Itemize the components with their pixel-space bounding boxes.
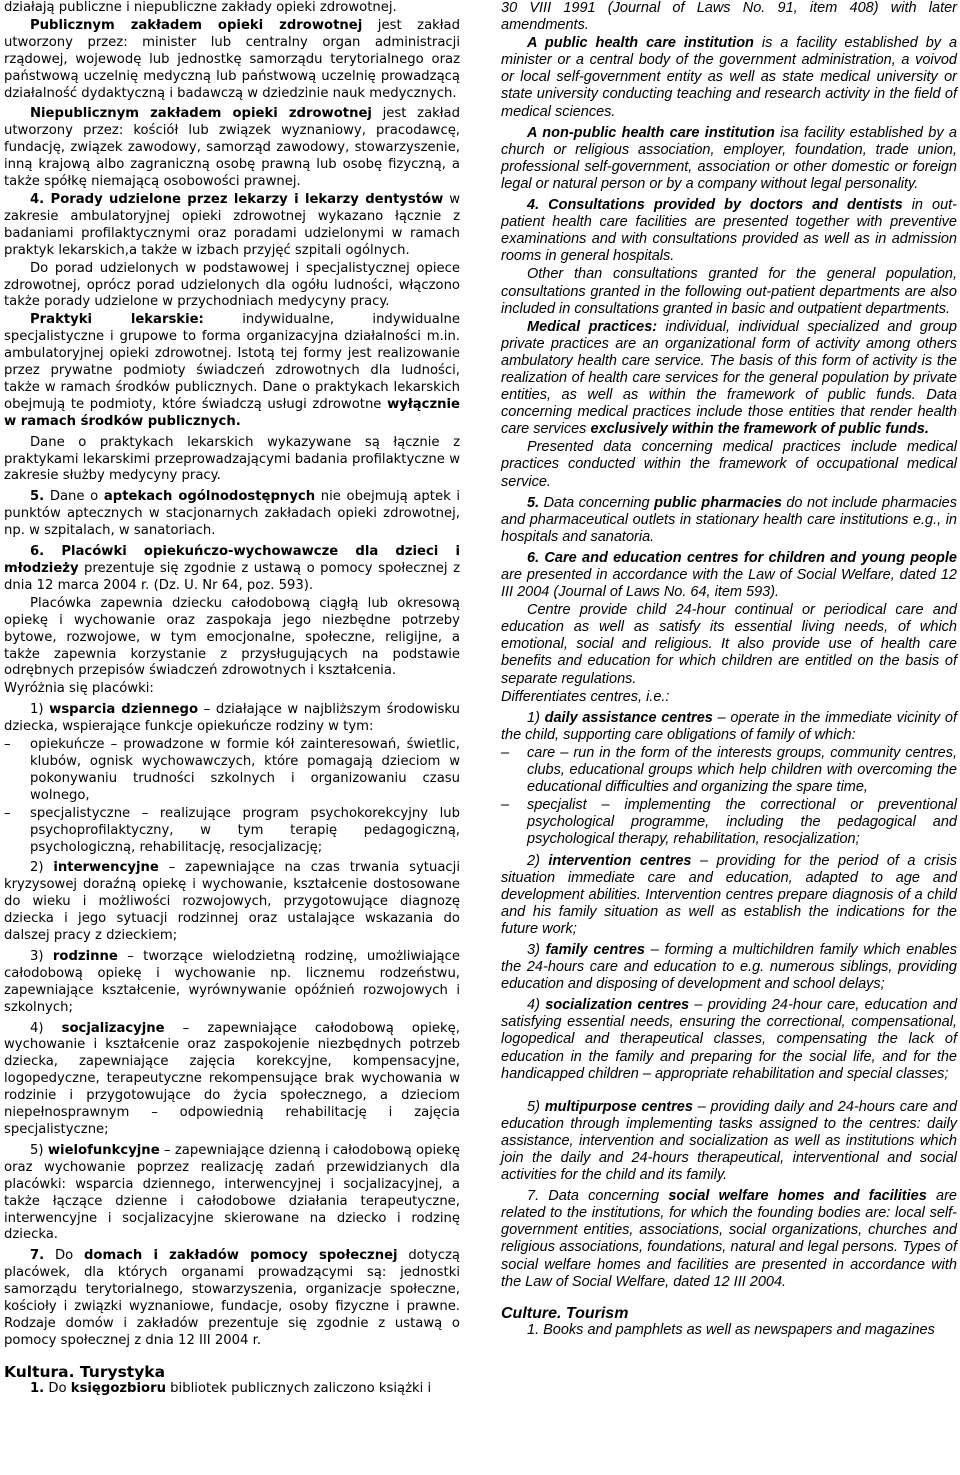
- number: 4): [30, 1020, 62, 1036]
- section-6-paragraph-2: Placówka zapewnia dziecku całodobową ciągłą lub okresową opiekę i wychowanie oraz zaspokaja jego niezbędne potrzeby bytowe, rozwojowe, w tym emocjonalne, społeczne, religijne, a także zapewnia korzystanie z przysługujących na podstawie odrębnych przepisów świadczeń zdrowotnych i kształcenia.: [4, 595, 460, 679]
- lead: 6. Care and education centres for children and young people: [527, 549, 957, 566]
- centre-type-1-sub-2: [501, 797, 957, 848]
- section-6: [4, 544, 460, 595]
- intro-line: 30 VIII 1991 (Journal of Laws No. 91, item 408) with later amendments.: [501, 0, 957, 34]
- term: family centres: [545, 941, 645, 958]
- body: specjalist – implementing the correctional or preventional psychological programme, including the pedagogical and psychological therapy, rehabilitation, resocjalization;: [527, 797, 957, 848]
- section-4: [4, 192, 460, 260]
- term: Niepublicznym zakładem opieki zdrowotnej: [30, 106, 372, 122]
- medical-practices: [501, 319, 957, 439]
- body: – providing daily and 24-hours care and education through implementing tasks assigned to the centres: daily assistance, intervention and socialization as well as institutions which join the daily and 24-hours therapeutical, interventional and social activities for the child and its family.: [501, 1098, 958, 1184]
- number: 5.: [30, 489, 45, 505]
- section-6-distinguish: Wyróżnia się placówki:: [4, 681, 154, 697]
- term: rodzinne: [52, 948, 118, 964]
- body: care – run in the form of the interests groups, community centres, clubs, educational groups which help children with overcoming the educational difficulties and organizing the spare time,: [527, 744, 957, 796]
- term: interwencyjne: [53, 860, 159, 876]
- body: do not include pharmacies and pharmaceutical outlets in stationary health care institutions e.g., in hospitals and sanatoria.: [501, 494, 957, 545]
- number: 2): [30, 860, 54, 876]
- term: socialization centres: [545, 997, 690, 1014]
- nonpublic-definition: [501, 125, 957, 193]
- number: 5.: [527, 494, 540, 511]
- number: 1): [30, 702, 50, 718]
- bold-end: exclusively within the framework of public funds.: [590, 421, 929, 438]
- term: Medical practices:: [527, 318, 658, 335]
- polish-column: [4, 0, 460, 1399]
- centre-type-1: [4, 702, 460, 736]
- term: intervention centres: [548, 852, 692, 869]
- intro-line: działają publiczne i niepubliczne zakłady opieki zdrowotnej.: [4, 0, 397, 15]
- nonpublic-definition: [4, 106, 460, 191]
- body: – tworzące wielodzietną rodzinę, umożliwiające całodobową opiekę i wychowanie np. licznemu rodzeństwu, zapewniające kształcenie, wyrównywanie opóźnień rozwojowych i szkolnych;: [4, 948, 461, 1015]
- dash-marker: –: [4, 737, 11, 753]
- body: indywidualne, indywidualne specjalistyczne i grupowe to forma organizacyjna działalności m.in. ambulatoryjnej opieki zdrowotnej. Istotą tej formy jest realizowanie przez prywatne podmioty świadczeń zdrowotnych dla ludności, także w ramach środków publicznych. Dane o praktykach lekarskich obejmują te podmioty, które świadczą usługi zdrowotne: [4, 312, 460, 412]
- body: prezentuje się zgodnie z ustawą o pomocy społecznej z dnia 12 marca 2004 r. (Dz. U. Nr 64, poz. 593).: [4, 561, 460, 593]
- section-4-paragraph-2: Other than consultations granted for the general population, consultations granted in the following out-patient departments are also included in consultations granted in basic and outpatient departments.: [501, 266, 957, 317]
- term: public pharmacies: [654, 494, 782, 511]
- connector: Do: [44, 1380, 71, 1396]
- term: multipurpose centres: [544, 1098, 693, 1115]
- body: – forming a multichildren family which enables the 24-hours care and education to e.g. numerous siblings, providing education and disposing of development and school delays;: [501, 941, 957, 993]
- section-4-paragraph-2: Do porad udzielonych w podstawowej i specjalistycznej opiece zdrowotnej, oprócz porad udzielonych dla ogółu ludności, włączono także porady udzielone w przychodniach medycyny pracy.: [4, 260, 460, 310]
- body: jest zakład utworzony przez: minister lub centralny organ administracji rządowej, wojewodę lub jednostkę samorządu terytorialnego oraz państwową uczelnię medyczną lub państwową uczelnię prowadzącą działalność dydaktyczną i badawczą w dziedzinie nauk medycznych.: [4, 17, 461, 101]
- medical-practices-paragraph-2: Presented data concerning medical practices include medical practices conducted within the framework of occupational medical service.: [501, 439, 957, 490]
- centre-type-2: [501, 853, 957, 938]
- number: 1): [527, 709, 545, 726]
- number: 4): [527, 997, 546, 1014]
- connector: Data concerning: [539, 494, 655, 511]
- public-definition: [501, 35, 957, 120]
- medical-practices: [4, 312, 460, 430]
- term: aptekach ogólnodostępnych: [103, 489, 316, 505]
- body: individual, individual specialized and group private practices are an organizational form of activity among others ambulatory health care service. The basis of this form of activity is the realization of health care services for the general population by private entities, as well as within the framework of public funds. Data concerning medical practices include those entities that render health care services: [501, 318, 957, 438]
- culture-paragraph-1: [4, 1381, 460, 1398]
- number: 5): [30, 1142, 48, 1158]
- term: daily assistance centres: [544, 709, 713, 726]
- lead: 4. Consultations provided by doctors and dentists: [527, 197, 903, 214]
- body: specjalistyczne – realizujące program psychokorekcyjny lub psychoprofilaktyczny, w tym terapię pedagogiczną, psychologiczną, rehabilitację, resocjalizację;: [30, 805, 460, 855]
- number: 1.: [30, 1380, 45, 1396]
- term: wsparcia dziennego: [49, 702, 199, 718]
- section-7: [501, 1188, 957, 1291]
- body: bibliotek publicznych zaliczono książki i: [165, 1380, 432, 1396]
- culture-heading: Culture. Tourism: [501, 1304, 629, 1322]
- dash-marker: –: [501, 744, 510, 761]
- term: księgozbioru: [70, 1380, 166, 1396]
- body: in out-patient health care facilities are presented together with preventive examinations and with consultations provided as well as in admission rooms in general hospitals.: [501, 197, 957, 265]
- body: isa facility established by a church or religious association, employer, foundation, trade union, professional self-government, association or other domestic or foreign legal or natural person or by a company without legal personality.: [501, 124, 957, 192]
- term: wielofunkcyjne: [47, 1142, 160, 1158]
- term: socjalizacyjne: [61, 1020, 165, 1036]
- medical-practices-paragraph-2: Dane o praktykach lekarskich wykazywane są łącznie z praktykami lekarskimi przeprowadzającymi badania profilaktyczne w zakresie służby medycyny pracy.: [4, 434, 460, 484]
- body: – operate in the immediate vicinity of the child, supporting care obligations of family of which:: [501, 709, 957, 743]
- body: are presented in accordance with the Law of Social Welfare, dated 12 III 2004 (Journal of Laws No. 64, item 593).: [501, 567, 957, 601]
- connector: Data concerning: [539, 1188, 669, 1205]
- term: A public health care institution: [527, 35, 754, 52]
- centre-type-1-sub-1: [501, 745, 957, 796]
- public-definition: [4, 18, 460, 103]
- term: A non-public health care institution: [527, 124, 775, 141]
- body: w zakresie ambulatoryjnej opieki zdrowotnej wykazano łącznie z badaniami profilaktycznymi oraz poradami udzielonymi w ramach praktyk lekarskich,a także w izbach przyjęć szpitali ogólnych.: [4, 191, 460, 258]
- body: – zapewniające dzienną i całodobową opiekę oraz wychowanie poprzez realizację zadań przewidzianych dla placówki: wsparcia dziennego, interwencyjnej i socjalizacyjnej, a także łączące dzienne i całodobowe działania terapeutyczne, interwencyjne i socjalizacyjne skierowane na dziecko i rodzinę dziecka.: [4, 1142, 461, 1243]
- number: 2): [527, 852, 549, 869]
- centre-type-4: [4, 1021, 460, 1139]
- term: domach i zakładów pomocy społecznej: [83, 1248, 398, 1264]
- number: 5): [527, 1098, 545, 1115]
- centre-type-4: [501, 997, 957, 1082]
- centre-type-2: [4, 860, 460, 945]
- body: opiekuńcze – prowadzone w formie kół zainteresowań, świetlic, klubów, ognisk wychowawczych, które pomagają dzieciom w pokonywaniu trudności szkolnych i organizowaniu czasu wolnego,: [30, 737, 460, 803]
- term: Praktyki lekarskie:: [30, 312, 204, 328]
- centre-type-3: [4, 949, 460, 1017]
- dash-marker: –: [4, 805, 11, 821]
- body: dotyczą placówek, dla których organami prowadzącymi są: jednostki samorządu terytorialnego, stowarzyszenia, organizacje społeczne, kościoły i związki wyznaniowe, fundacje, osoby fizyczne i prawne. Rodzaje domów i zakładów prezentuje się zgodnie z ustawą o pomocy społecznej z dnia 12 III 2004 r.: [4, 1248, 460, 1348]
- section-6-paragraph-2: Centre provide child 24-hour continual or periodical care and education as well as satisfy its essential living needs, of which emotional, social and religious. It also provide use of health care benefits and education for which children are entitled on the basis of separate regulations.: [501, 602, 957, 687]
- body: is a facility established by a minister or a central body of the government administration, a voivod or local self-government entity as well as state medical university or state university conducting teaching and research activity in the field of medical sciences.: [501, 35, 958, 120]
- culture-paragraph-1: [501, 1322, 957, 1339]
- section-4: [501, 197, 957, 265]
- centre-type-1-sub-1: [4, 737, 460, 805]
- section-6: [501, 550, 957, 601]
- body: Books and pamphlets as well as newspapers and magazines: [543, 1321, 935, 1338]
- centre-type-5: [501, 1099, 957, 1184]
- body: – działające w najbliższym środowisku dziecka, wspierające funkcje opiekuńcze rodziny w tym:: [4, 702, 460, 735]
- body: – providing for the period of a crisis situation immediate care and education, adapted to age and development abilities. Intervention centres prepare diagnosis of a child and his family situation as well as establish the indications for the future work;: [501, 852, 958, 937]
- english-column: [501, 0, 957, 1340]
- lead: 4. Porady udzielone przez lekarzy i lekarzy dentystów: [30, 191, 444, 207]
- body: – zapewniające na czas trwania sytuacji kryzysowej doraźną opiekę i wychowanie, kształcenie dostosowane do wieku i możliwości rozwojowych, przygotowujące diagnozę dziecka i jego sytuacji rodzinnej oraz ustalające wskazania do dalszej pracy z dzieckiem;: [4, 860, 460, 944]
- centre-type-5: [4, 1143, 460, 1244]
- centre-type-1-sub-2: [4, 806, 460, 857]
- culture-heading: Kultura. Turystyka: [4, 1362, 166, 1381]
- body: – providing 24-hour care, education and satisfying essential needs, ensuring the correctional, compensational, logopedical and therapeutical classes, compensating the lack of education in the family and preparing for the social life, and for the handicapped children – appropriate rehabilitation and special classes;: [501, 997, 958, 1082]
- section-7: [4, 1248, 460, 1349]
- body: nie obejmują aptek i punktów aptecznych w stacjonarnych zakładach opieki zdrowotnej, np. w szpitalach, w sanatoriach.: [4, 489, 461, 539]
- centre-type-3: [501, 942, 957, 993]
- number: 3): [527, 941, 546, 958]
- body: – zapewniające całodobową opiekę, wychowanie i kształcenie oraz zaspokojenie niezbędnych potrzeb dziecka, zapewniające zajęcia korekcyjne, kompensacyjne, logopedyczne, terapeutyczne rekompensujące brak wychowania w rodzinie i przygotowujące do życia społecznego, a dzieciom niepełnosprawnym – odpowiednią rehabilitację i zajęcia specjalistyczne;: [4, 1020, 460, 1137]
- number: 7.: [527, 1188, 540, 1205]
- connector: Dane o: [44, 489, 104, 505]
- number: 1.: [527, 1321, 540, 1338]
- connector: Do: [44, 1248, 84, 1264]
- term: social welfare homes and facilities: [668, 1188, 927, 1205]
- bold-end: wyłącznie w ramach środków publicznych.: [4, 396, 460, 429]
- centre-type-1: [501, 710, 957, 744]
- number: 7.: [30, 1248, 45, 1264]
- body: jest zakład utworzony przez: kościół lub związek wyznaniowy, pracodawcę, fundację, związek zawodowy, samorząd zawodowy, stowarzyszenie, inną krajową albo zagraniczną osobę prawną lub osobę fizyczną, a także spółkę niemającą osobowości prawnej.: [4, 106, 460, 190]
- section-5: [501, 495, 957, 546]
- lead: 6. Placówki opiekuńczo-wychowawcze dla dzieci i młodzieży: [4, 544, 460, 576]
- number: 3): [30, 948, 53, 964]
- section-6-distinguish: Differentiates centres, i.e.:: [501, 688, 670, 705]
- section-5: [4, 489, 460, 540]
- dash-marker: –: [501, 797, 510, 814]
- term: Publicznym zakładem opieki zdrowotnej: [30, 17, 363, 33]
- body: are related to the institutions, for which the founding bodies are: local self-government entities, associations, social organizations, churches and religious associations, foundations, natural and legal persons. Types of social welfare homes and facilities are presented in accordance with the Law of Social Welfare, dated 12 III 2004.: [501, 1188, 957, 1290]
